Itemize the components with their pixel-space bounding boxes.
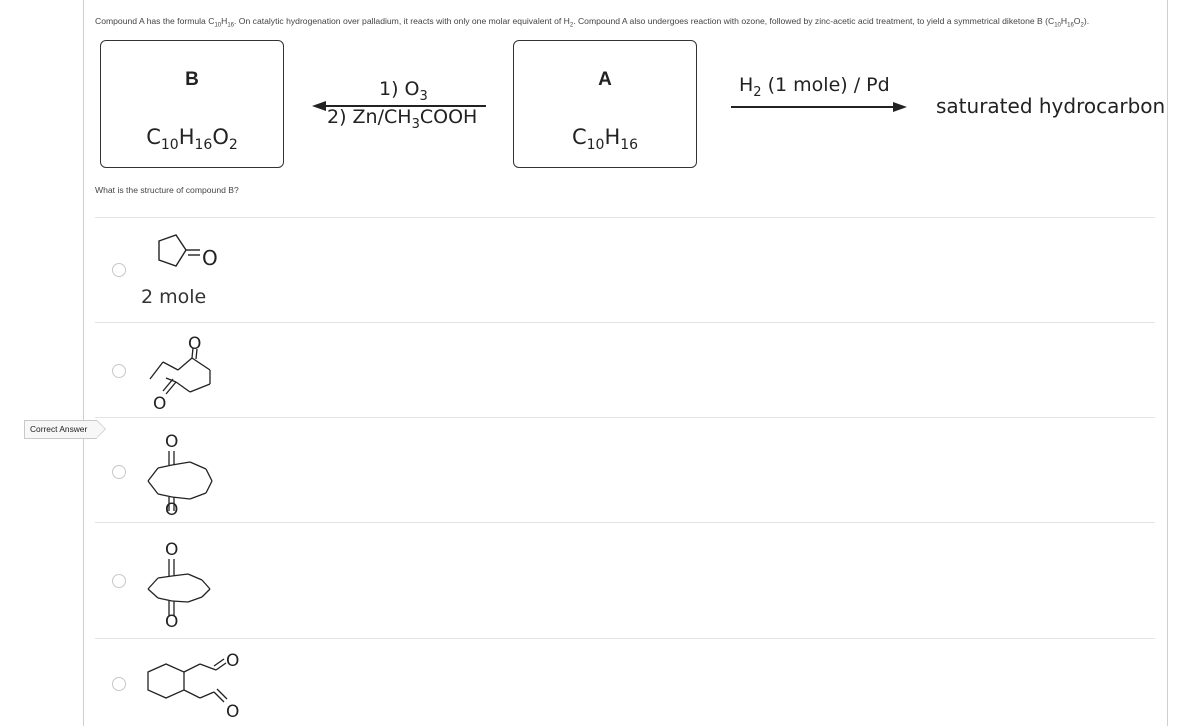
content-left-border [83,0,84,726]
question-text: Compound A has the formula $C_{10}H_{16}$. On catalytic hydrogenation over palladium, it reacts with only one molar equivalent of $H_2$. Compound A also undergoes reaction with ozone, followed by zinc-acetic acid treatment, to yield a symmetrical diketone B $(C_{10}H_{16}O_2)$. [95,16,1090,29]
option-1-structure [128,228,228,278]
compound-b-box [100,40,284,168]
hydrogenation-product: saturated hydrocarbon [936,94,1166,118]
compound-a-label: A [598,69,612,90]
option-1-oxygen: O [202,246,218,270]
option-2-radio[interactable] [112,364,126,378]
ozonolysis-step-1: 1) $O_3$ [379,78,428,104]
option-separator [95,522,1155,523]
option-4-oxygen-top: O [165,540,179,560]
question-prompt: What is the structure of compound B? [95,185,239,195]
compound-a-formula: $C_{10}H_{16}$ [571,125,639,154]
option-3-oxygen-bottom: O [165,500,179,518]
option-2-structure [128,332,228,412]
option-3-radio[interactable] [112,465,126,479]
option-5-oxygen-bottom: O [226,702,240,722]
hydrogenation-arrowhead-icon [893,101,907,113]
hydrogenation-reagent: $H_2$ (1 mole) / Pd [739,74,890,100]
option-1-radio[interactable] [112,263,126,277]
option-5-structure [128,644,248,724]
option-5-radio[interactable] [112,677,126,691]
option-separator [95,417,1155,418]
option-separator [95,322,1155,323]
option-4-structure [128,536,228,630]
ozonolysis-step-2: 2) $Zn/CH_3COOH$ [327,106,478,132]
option-separator [95,638,1155,639]
option-separator [95,217,1155,218]
option-1-mole-label: 2 mole [141,286,207,308]
option-2-oxygen-bottom: O [153,394,167,412]
option-4-oxygen-bottom: O [165,612,179,630]
option-3-oxygen-top: O [165,432,179,452]
compound-a-box [513,40,697,168]
option-2-oxygen-top: O [188,334,202,354]
content-right-border [1167,0,1168,726]
hydrogenation-arrow [731,106,895,108]
ozonolysis-arrowhead-icon [312,100,326,112]
option-5-oxygen-top: O [226,651,240,671]
compound-b-label: B [185,69,199,90]
option-3-structure [128,428,228,518]
compound-b-formula: $C_{10}H_{16}O_2$ [146,125,238,154]
correct-answer-tag: Correct Answer [24,420,97,439]
option-4-radio[interactable] [112,574,126,588]
